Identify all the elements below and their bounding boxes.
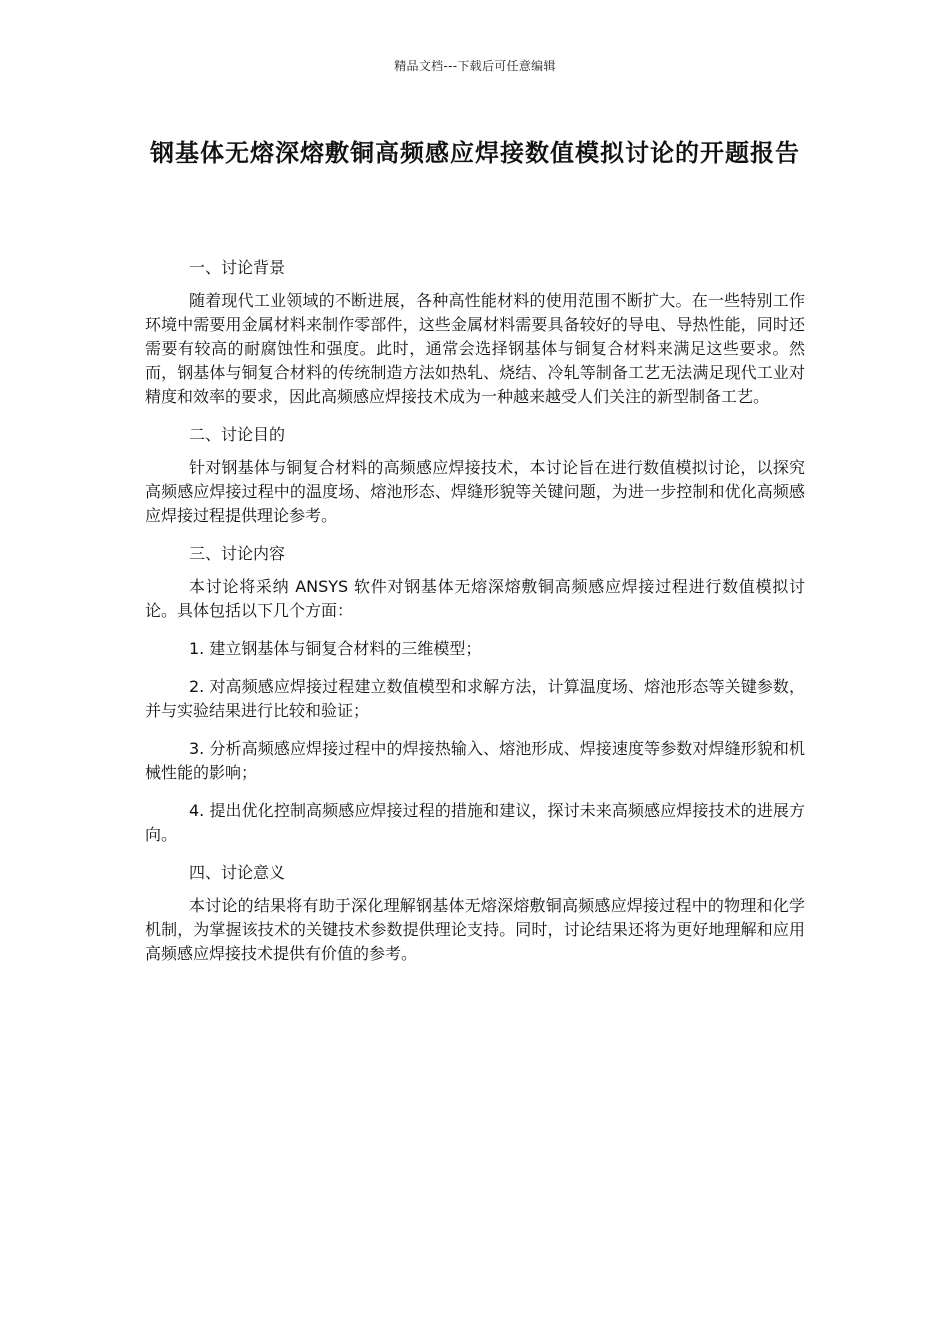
list-item-4: 4. 提出优化控制高频感应焊接过程的措施和建议，探讨未来高频感应焊接技术的进展方向。 xyxy=(145,801,805,844)
list-item-1: 1. 建立钢基体与铜复合材料的三维模型； xyxy=(189,639,482,658)
section-heading-purpose: 二、讨论目的 xyxy=(189,425,286,444)
list-item-2: 2. 对高频感应焊接过程建立数值模型和求解方法，计算温度场、熔池形态等关键参数，并与实验结果进行比较和验证； xyxy=(145,677,805,720)
header-note: 精品文档---下载后可任意编辑 xyxy=(394,59,556,73)
document-body xyxy=(145,256,805,980)
list-item-3: 3. 分析高频感应焊接过程中的焊接热输入、熔池形成、焊接速度等参数对焊缝形貌和机械性能的影响； xyxy=(145,739,805,782)
section-heading-content: 三、讨论内容 xyxy=(189,544,286,563)
section-heading-background: 一、讨论背景 xyxy=(189,258,286,277)
paragraph-purpose: 针对钢基体与铜复合材料的高频感应焊接技术，本讨论旨在进行数值模拟讨论，以探究高频感应焊接过程中的温度场、熔池形态、焊缝形貌等关键问题，为进一步控制和优化高频感应焊接过程提供理论参考。 xyxy=(145,458,805,525)
paragraph-content: 本讨论将采纳 ANSYS 软件对钢基体无熔深熔敷铜高频感应焊接过程进行数值模拟讨论。具体包括以下几个方面： xyxy=(145,577,805,620)
section-heading-significance: 四、讨论意义 xyxy=(189,863,286,882)
paragraph-significance: 本讨论的结果将有助于深化理解钢基体无熔深熔敷铜高频感应焊接过程中的物理和化学机制，为掌握该技术的关键技术参数提供理论支持。同时，讨论结果还将为更好地理解和应用高频感应焊接技术提供有价值的参考。 xyxy=(145,896,805,963)
paragraph-background: 随着现代工业领域的不断进展，各种高性能材料的使用范围不断扩大。在一些特别工作环境中需要用金属材料来制作零部件，这些金属材料需要具备较好的导电、导热性能，同时还需要有较高的耐腐蚀性和强度。此时，通常会选择钢基体与铜复合材料来满足这些要求。然而，钢基体与铜复合材料的传统制造方法如热轧、烧结、冷轧等制备工艺无法满足现代工业对精度和效率的要求，因此高频感应焊接技术成为一种越来越受人们关注的新型制备工艺。 xyxy=(145,291,805,406)
document-title: 钢基体无熔深熔敷铜高频感应焊接数值模拟讨论的开题报告 xyxy=(150,139,800,167)
